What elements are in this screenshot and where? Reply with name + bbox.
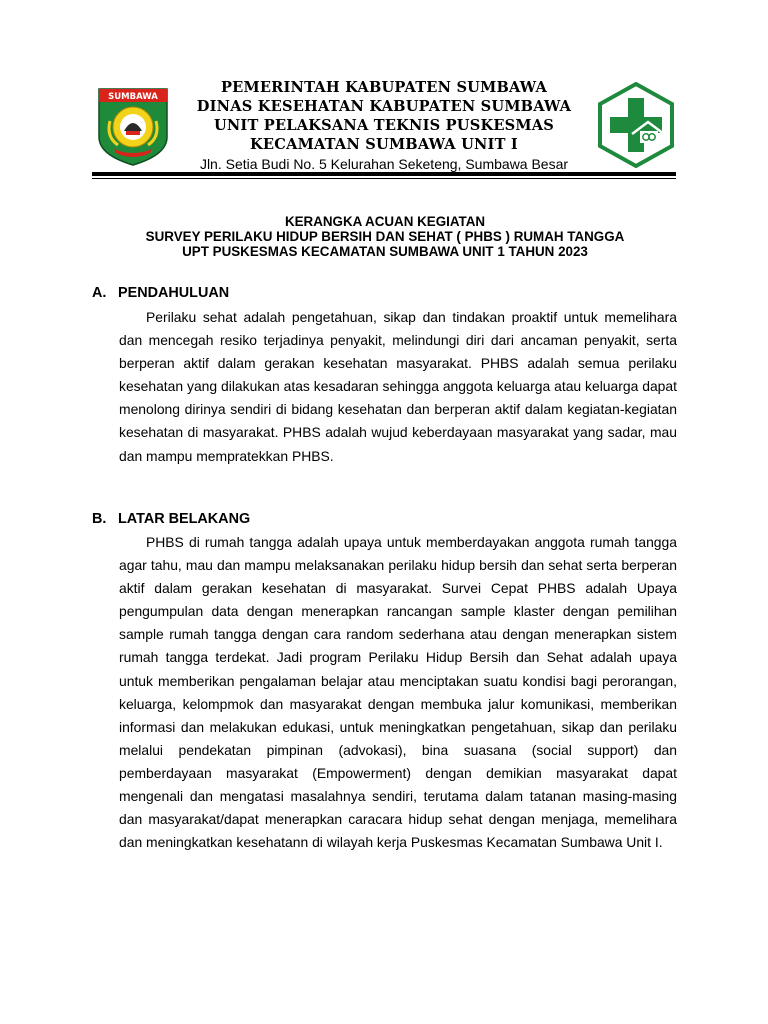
section-title: LATAR BELAKANG xyxy=(118,511,251,527)
section-letter: B. xyxy=(92,511,107,527)
letterhead-line-1: PEMERINTAH KABUPATEN SUMBAWA xyxy=(221,79,547,96)
document-title xyxy=(80,214,690,259)
title-line-3: UPT PUSKESMAS KECAMATAN SUMBAWA UNIT 1 TAHUN 2023 xyxy=(182,244,588,259)
title-line-2: SURVEY PERILAKU HIDUP BERSIH DAN SEHAT ( PHBS ) RUMAH TANGGA xyxy=(145,229,625,244)
section-heading-pendahuluan xyxy=(92,285,229,301)
section-heading-latar-belakang xyxy=(92,511,250,527)
emblem-banner-text: SUMBAWA xyxy=(108,92,158,102)
section-title: PENDAHULUAN xyxy=(118,285,230,301)
letterhead-line-2: DINAS KESEHATAN KABUPATEN SUMBAWA xyxy=(196,98,572,115)
sumbawa-regency-emblem-icon xyxy=(96,85,170,167)
letterhead-address: Jln. Setia Budi No. 5 Kelurahan Seketeng, Sumbawa Besar xyxy=(199,156,569,172)
letterhead xyxy=(170,78,598,174)
letterhead-line-4: KECAMATAN SUMBAWA UNIT I xyxy=(250,136,518,153)
puskesmas-cross-icon xyxy=(596,82,676,168)
title-line-1: KERANGKA ACUAN KEGIATAN xyxy=(284,214,486,229)
section-body-latar-belakang: PHBS di rumah tangga adalah upaya untuk memberdayakan anggota rumah tangga agar tahu, mau dan mampu melaksanakan perilaku hidup bersih dan sehat serta berperan aktif dalam gerakan kesehatan di masyarakat. Survei Cepat PHBS adalah Upaya pengumpulan data dengan menerapkan rancangan sample klaster dengan pemilihan sample rumah tangga dengan cara random sederhana atau dengan menerapkan sistem rumah tangga terdekat. Jadi program Perilaku Hidup Bersih dan Sehat adalah upaya untuk memberikan pengalaman belajar atau menciptakan suatu kondisi bagi perorangan, keluarga, kelompmok dan masyarakat dengan membuka jalur komunikasi, memberikan informasi dan melakukan edukasi, untuk meningkatkan pengetahuan, sikap dan perilaku melalui pendekatan pimpinan (advokasi), bina suasana (social support) dan pemberdayaan masyarakat (Empowerment) dengan demikian masyarakat dapat mengenali dan mengatasi masalahnya sendiri, terutama dalam tatanan masing-masing dan masyarakat/dapat menerapkan caracara hidup sehat dengan menjaga, memelihara dan meningkatkan kesehatann di wilayah kerja Puskesmas Kecamatan Sumbawa Unit I. xyxy=(119,534,677,851)
section-body-pendahuluan: Perilaku sehat adalah pengetahuan, sikap dan tindakan proaktif untuk memelihara dan mencegah resiko terjadinya penyakit, melindungi diri dari ancaman penyakit, serta berperan aktif dalam gerakan kesehatan masyarakat. PHBS adalah semua perilaku kesehatan yang dilakukan atas kesadaran sehingga anggota keluarga atau keluarga dapat menolong dirinya sendiri di bidang kesehatan dan berperan aktif dalam kegiatan-kegiatan kesehatan di masyarakat. PHBS adalah wujud keberdayaan masyarakat yang sadar, mau dan mampu mempratekkan PHBS. xyxy=(119,309,677,464)
letterhead-rule-thick xyxy=(92,172,676,176)
section-letter: A. xyxy=(92,285,107,301)
letterhead-line-3: UNIT PELAKSANA TEKNIS PUSKESMAS xyxy=(213,117,555,134)
letterhead-rule-thin xyxy=(92,178,676,179)
